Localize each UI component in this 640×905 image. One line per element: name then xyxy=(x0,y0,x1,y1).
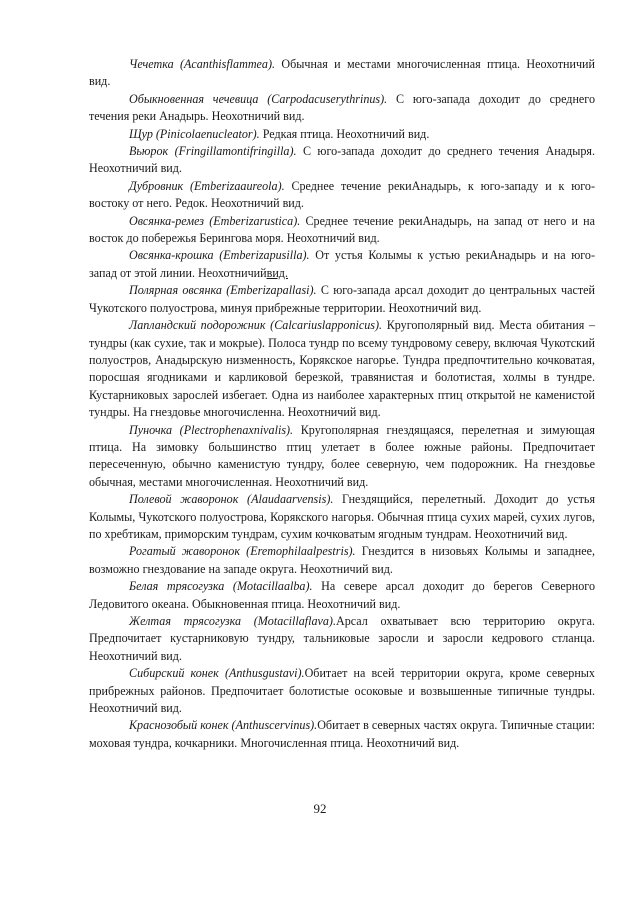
species-name: Рогатый жаворонок (Eremophilaalpestris). xyxy=(129,544,356,559)
species-description: Обычная и местами многочисленная птица. Неохотничий вид. xyxy=(89,57,595,89)
species-entry-10 xyxy=(89,422,595,492)
document-body xyxy=(89,56,595,752)
species-description: Обитает на всей территории округа, кроме северных прибрежных районов. Предпочитает болотистые осоковые и возвышенные типичные тундры. Неохотничий вид. xyxy=(89,666,595,716)
species-name: Лапландский подорожник (Calcariuslapponicus). xyxy=(129,318,383,333)
underlined-word: вид. xyxy=(266,265,288,280)
species-entry-12 xyxy=(89,543,595,578)
species-entry-13 xyxy=(89,578,595,613)
species-name: Дубровник (Emberizaaureola). xyxy=(129,178,285,193)
species-description: На севере арсал доходит до берегов Северного Ледовитого океана. Обыкновенная птица. Неохотничий вид. xyxy=(89,579,596,611)
species-name: Желтая трясогузка (Motacillaflava). xyxy=(129,614,336,628)
species-name: Обыкновенная чечевица (Carpodacuserythrinus). xyxy=(129,91,388,106)
species-entry-5 xyxy=(89,178,595,213)
species-name: Краснозобый конек (Anthuscervinus). xyxy=(129,718,318,733)
species-description: Редкая птица. Неохотничий вид. xyxy=(259,126,430,141)
species-description: Кругополярный вид. Места обитания – тундры (как сухие, так и мокрые). Полоса тундр по всему тундровому северу, включая Чукотский полуостров, Анадырскую низменность, Корякское нагорье. Тундра предпочтительно кочковатая, поросшая ягодниками и карликовой березкой, травянистая и болотистая, холмы в тундре. Кустарниковых зарослей избегает. Одна из наиболее характерных птиц открытой не каменистой тундры. На гнездовье многочисленна. Неохотничий вид. xyxy=(89,318,595,420)
species-description: С юго-запада арсал доходит до центральных частей Чукотского полуострова, минуя прибрежные территории. Неохотничий вид. xyxy=(89,283,595,315)
species-name: Щур (Pinicolaenucleator). xyxy=(129,126,260,141)
species-name: Овсянка-крошка (Emberizapusilla). xyxy=(129,248,310,263)
species-entry-6 xyxy=(89,213,595,248)
page-number: 92 xyxy=(313,801,327,816)
species-entry-15 xyxy=(89,665,595,717)
species-description: От устья Колымы к устью рекиАнадырь и на юго-запад от этой линии. Неохотничий xyxy=(89,248,595,280)
species-description: С юго-запада доходит до среднего течения Анадыря. Неохотничий вид. xyxy=(89,144,595,176)
species-name: Чечетка (Acanthisflammea). xyxy=(129,57,276,71)
species-name: Полярная овсянка (Emberizapallasi). xyxy=(129,283,317,298)
species-name: Овсянка-ремез (Emberizarustica). xyxy=(129,213,301,228)
species-entry-2 xyxy=(89,91,595,126)
species-description: Арсал охватывает всю территорию округа. Предпочитает кустарниковую тундру, тальниковые заросли и заросли кедрового стланца. Неохотничий вид. xyxy=(89,614,596,663)
species-entry-16 xyxy=(89,717,595,752)
species-entry-9 xyxy=(89,317,595,421)
species-entry-7 xyxy=(89,247,595,282)
species-description: Среднее течение рекиАнадырь, на запад от него и на восток до побережья Берингова моря. Неохотничий вид. xyxy=(89,213,595,246)
species-name: Пуночка (Plectrophenaxnivalis). xyxy=(129,422,294,437)
species-description: Среднее течение рекиАнадырь, к юго-западу и к юго-востоку от него. Редок. Неохотничий вид. xyxy=(89,178,595,211)
species-name: Полевой жаворонок (Alaudaarvensis). xyxy=(129,492,334,507)
species-entry-8 xyxy=(89,282,595,317)
species-entry-14 xyxy=(89,613,595,665)
species-description: С юго-запада доходит до среднего течения реки Анадырь. Неохотничий вид. xyxy=(89,91,595,124)
species-name: Сибирский конек (Anthusgustavi). xyxy=(129,666,305,681)
species-description: Гнездится в низовьях Колымы и западнее, возможно гнездование на западе округа. Неохотничий вид. xyxy=(89,544,595,576)
species-entry-1 xyxy=(89,56,595,91)
species-entry-3 xyxy=(89,126,595,143)
species-name: Вьюрок (Fringillamontifringilla). xyxy=(129,144,297,159)
species-description: Кругополярная гнездящаяся, перелетная и зимующая птица. На зимовку большинство птиц улетает в более южные районы. Предпочитает пересеченную, обычно каменистую тундру, более северную, чем подорожник. На гнездовье обычная, местами многочисленная. Неохотничий вид. xyxy=(89,422,595,489)
species-description: Обитает в северных частях округа. Типичные стации: моховая тундра, кочкарники. Многочисленная птица. Неохотничий вид. xyxy=(89,718,595,750)
species-name: Белая трясогузка (Motacillaalba). xyxy=(129,579,313,594)
species-entry-4 xyxy=(89,143,595,178)
species-description: Гнездящийся, перелетный. Доходит до устья Колымы, Чукотского полуострова, Корякского нагорья. Обычная птица сухих марей, сухих лугов, по хребтикам, приморским тундрам, сухим кочковатым ягодным тундрам. Неохотничий вид. xyxy=(89,492,596,541)
species-entry-11 xyxy=(89,491,595,543)
